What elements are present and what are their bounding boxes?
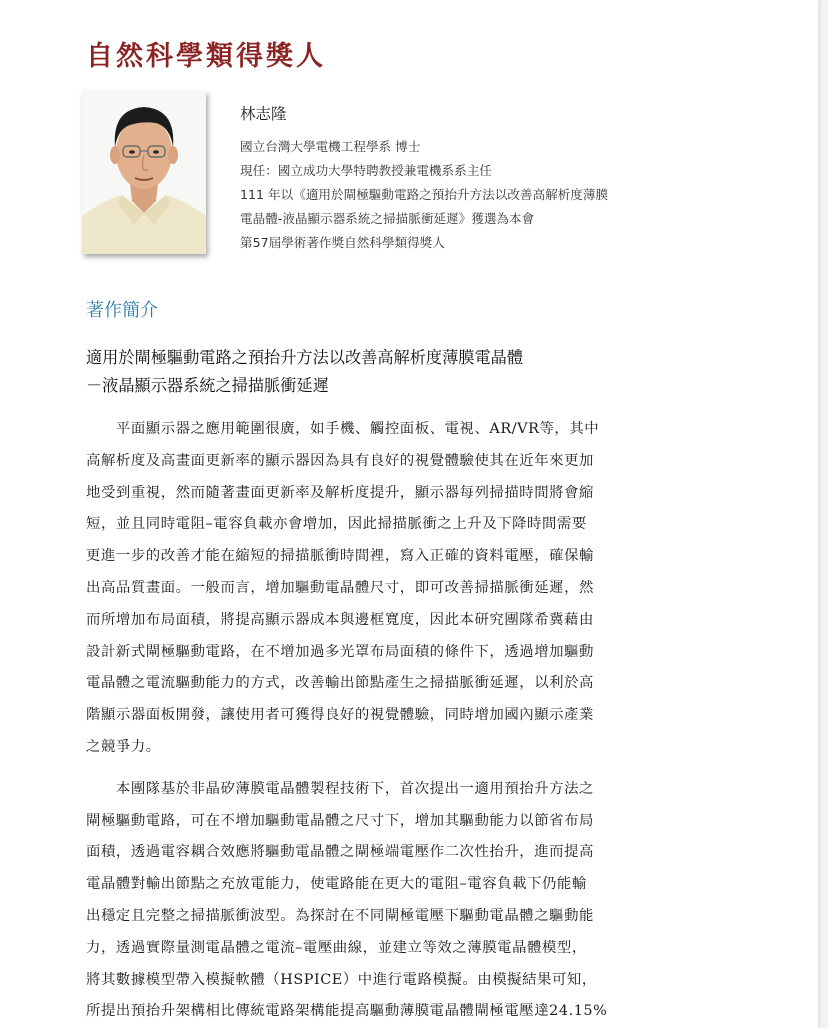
paragraph-line: 出高品質畫面。一般而言，增加驅動電晶體尺寸，即可改善掃描脈衝延遲，然	[86, 579, 594, 596]
paragraph-line: 面積，透過電容耦合效應將驅動電晶體之閘極端電壓作二次性抬升，進而提高	[86, 844, 594, 861]
paragraph-line: 而所增加布局面積，將提高顯示器成本與邊框寬度，因此本研究團隊希冀藉由	[86, 611, 594, 628]
paragraph-2	[86, 774, 758, 1028]
bio-line: 111 年以《適用於閘極驅動電路之預抬升方法以改善高解析度薄膜	[240, 187, 609, 202]
paragraph-line: 將其數據模型帶入模擬軟體（HSPICE）中進行電路模擬。由模擬結果可知，	[86, 971, 597, 988]
work-title	[86, 344, 523, 400]
title-line: －液晶顯示器系統之掃描脈衝延遲	[86, 376, 329, 395]
works-summary-heading: 著作簡介	[86, 300, 158, 321]
paragraph-line: 電晶體之電流驅動能力的方式，改善輸出節點產生之掃描脈衝延遲，以利於高	[86, 675, 594, 692]
paragraph-line: 電晶體對輸出節點之充放電能力，使電路能在更大的電阻–電容負載下仍能輸	[86, 876, 587, 893]
paragraph-gap	[86, 764, 758, 774]
paragraph-line: 出穩定且完整之掃描脈衝波型。為探討在不同閘極電壓下驅動電晶體之驅動能	[86, 907, 594, 924]
body-text	[86, 414, 758, 1028]
portrait-image	[82, 91, 206, 254]
paragraph-line: 設計新式閘極驅動電路，在不增加過多光罩布局面積的條件下，透過增加驅動	[86, 643, 594, 660]
bio-line: 現任：國立成功大學特聘教授兼電機系系主任	[240, 163, 492, 178]
recipient-name: 林志隆	[240, 105, 287, 123]
paragraph-line: 地受到重視，然而隨著畫面更新率及解析度提升，顯示器每列掃描時間將會縮	[86, 484, 594, 501]
title-line: 適用於閘極驅動電路之預抬升方法以改善高解析度薄膜電晶體	[86, 348, 524, 367]
portrait-photo	[82, 91, 206, 254]
paragraph-line: 力，透過實際量測電晶體之電流–電壓曲線，並建立等效之薄膜電晶體模型，	[86, 939, 587, 956]
paragraph-line: 短，並且同時電阻–電容負載亦會增加，因此掃描脈衝之上升及下降時間需要	[86, 516, 587, 533]
bio-line: 國立台灣大學電機工程學系 博士	[240, 139, 421, 154]
paragraph-line: 高解析度及高畫面更新率的顯示器因為具有良好的視覺體驗使其在近年來更加	[86, 452, 594, 469]
paragraph-line: 平面顯示器之應用範圍很廣，如手機、觸控面板、電視、AR/VR等，其中	[86, 421, 600, 437]
paragraph-line: 閘極驅動電路，可在不增加驅動電晶體之尺寸下，增加其驅動能力以節省布局	[86, 812, 594, 829]
paragraph-line: 所提出預抬升架構相比傳統電路架構能提高驅動薄膜電晶體閘極電壓達24.15%	[86, 1003, 608, 1020]
section-heading: 自然科學類得獎人	[86, 41, 326, 72]
paragraph-line: 更進一步的改善才能在縮短的掃描脈衝時間裡，寫入正確的資料電壓，確保輸	[86, 548, 594, 565]
bio-line: 電晶體-液晶顯示器系統之掃描脈衝延遲》獲選為本會	[240, 211, 535, 226]
paragraph-line: 本團隊基於非晶矽薄膜電晶體製程技術下，首次提出一適用預抬升方法之	[86, 780, 594, 797]
paragraph-line: 階顯示器面板開發，讓使用者可獲得良好的視覺體驗，同時增加國內顯示產業	[86, 707, 594, 724]
paragraph-line: 之競爭力。	[86, 738, 161, 755]
paragraph-1	[86, 414, 758, 764]
bio-block	[240, 102, 608, 255]
bio-line: 第57屆學術著作獎自然科學類得獎人	[240, 235, 445, 250]
